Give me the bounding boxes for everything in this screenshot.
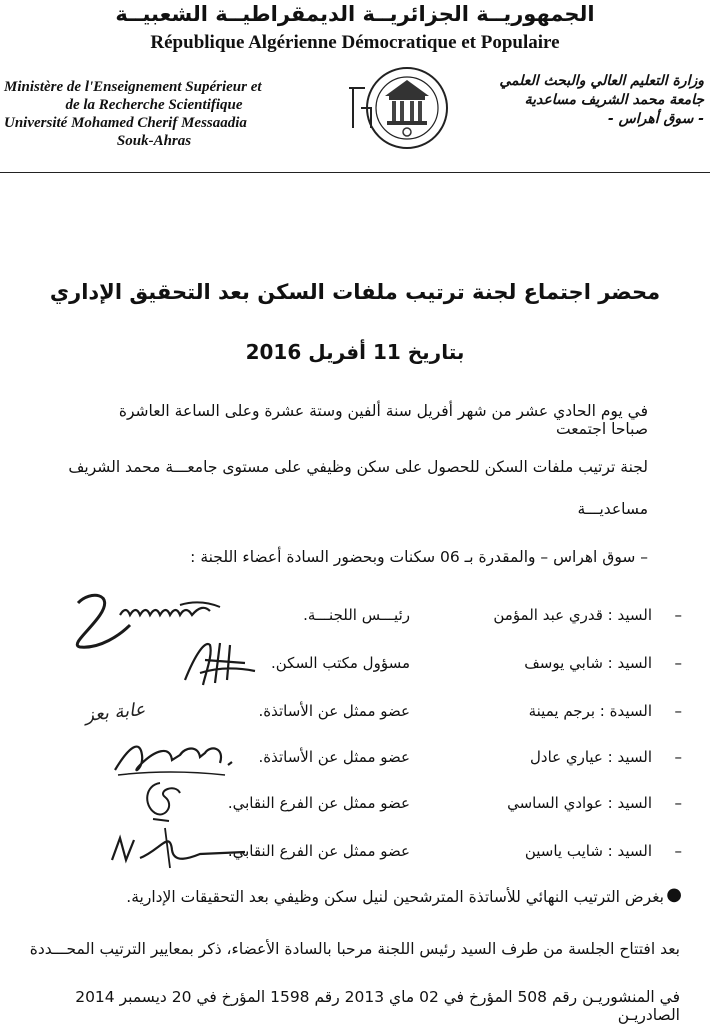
intro-line-4: – سوق اهراس – والمقدرة بـ 06 سكنات وبحضور السادة أعضاء اللجنة : <box>190 548 648 566</box>
header-right-institution <box>484 72 704 129</box>
member-dash: – <box>674 654 682 672</box>
member-role: عضو ممثل عن الفرع النقابي. <box>227 794 410 812</box>
header-divider <box>0 172 710 173</box>
signature-3: عابة بعز <box>84 698 147 727</box>
header-left-institution <box>4 78 304 150</box>
member-role: عضو ممثل عن الفرع النقابي. <box>227 842 410 860</box>
body-line-1: بعد افتتاح الجلسة من طرف السيد رئيس اللجنة مرحبا بالسادة الأعضاء، ذكر بمعايير الترتيب المحـــددة <box>29 940 680 958</box>
university-line-ar: جامعة محمد الشريف مساعدية <box>524 92 704 108</box>
bullet-icon: ● <box>666 884 682 905</box>
member-role: مسؤول مكتب السكن. <box>270 654 410 672</box>
member-name: السيد : عياري عادل <box>529 748 652 766</box>
purpose-line: بغرض الترتيب النهائي للأساتذة المترشحين لنيل سكن وظيفي بعد التحقيقات الإدارية. <box>126 888 664 906</box>
city-line: Souk-Ahras <box>116 133 192 149</box>
university-logo <box>345 58 465 158</box>
republic-arabic: الجمهوريــة الجزائريــة الديمقراطيــة الشعبيــة <box>115 2 595 26</box>
ministry-line-ar: وزارة التعليم العالي والبحث العلمي <box>499 73 704 89</box>
member-dash: – <box>674 842 682 860</box>
member-dash: – <box>674 794 682 812</box>
member-role: رئيـــس اللجنـــة. <box>303 606 410 624</box>
member-dash: – <box>674 748 682 766</box>
member-dash: – <box>674 702 682 720</box>
member-dash: – <box>674 606 682 624</box>
document-title: محضر اجتماع لجنة ترتيب ملفات السكن بعد التحقيق الإداري <box>49 280 661 304</box>
ministry-line-2: de la Recherche Scientifique <box>65 97 243 113</box>
intro-line-3: مساعديـــة <box>577 500 648 518</box>
intro-line-1: في يوم الحادي عشر من شهر أفريل سنة ألفين وستة عشرة وعلى الساعة العاشرة صباحا اجتمعت <box>118 402 648 438</box>
signature-5 <box>135 775 195 825</box>
member-name: السيد : قدري عبد المؤمن <box>493 606 652 624</box>
signature-2 <box>175 635 265 690</box>
university-line: Université Mohamed Cherif Messaadia <box>4 115 247 131</box>
member-name: السيد : عوادي الساسي <box>507 794 652 812</box>
member-role: عضو ممثل عن الأساتذة. <box>258 702 410 720</box>
signature-6 <box>100 820 250 875</box>
member-name: السيد : شايب ياسين <box>524 842 652 860</box>
member-name: السيد : شابي يوسف <box>524 654 652 672</box>
document-date: بتاريخ 11 أفريل 2016 <box>245 340 465 364</box>
member-name: السيدة : برجم يمينة <box>528 702 652 720</box>
intro-line-2: لجنة ترتيب ملفات السكن للحصول على سكن وظيفي على مستوى جامعـــة محمد الشريف <box>68 458 648 476</box>
member-role: عضو ممثل عن الأساتذة. <box>258 748 410 766</box>
city-line-ar: - سوق أهراس - <box>607 111 704 127</box>
body-line-2: في المنشوريـن رقم 508 المؤرخ في 02 ماي 2013 رقم 1598 المؤرخ في 20 ديسمبر 2014 الصادريـن <box>75 988 680 1024</box>
ministry-line-1: Ministère de l'Enseignement Supérieur et <box>4 79 262 95</box>
republic-french: République Algérienne Démocratique et Populaire <box>150 32 560 53</box>
